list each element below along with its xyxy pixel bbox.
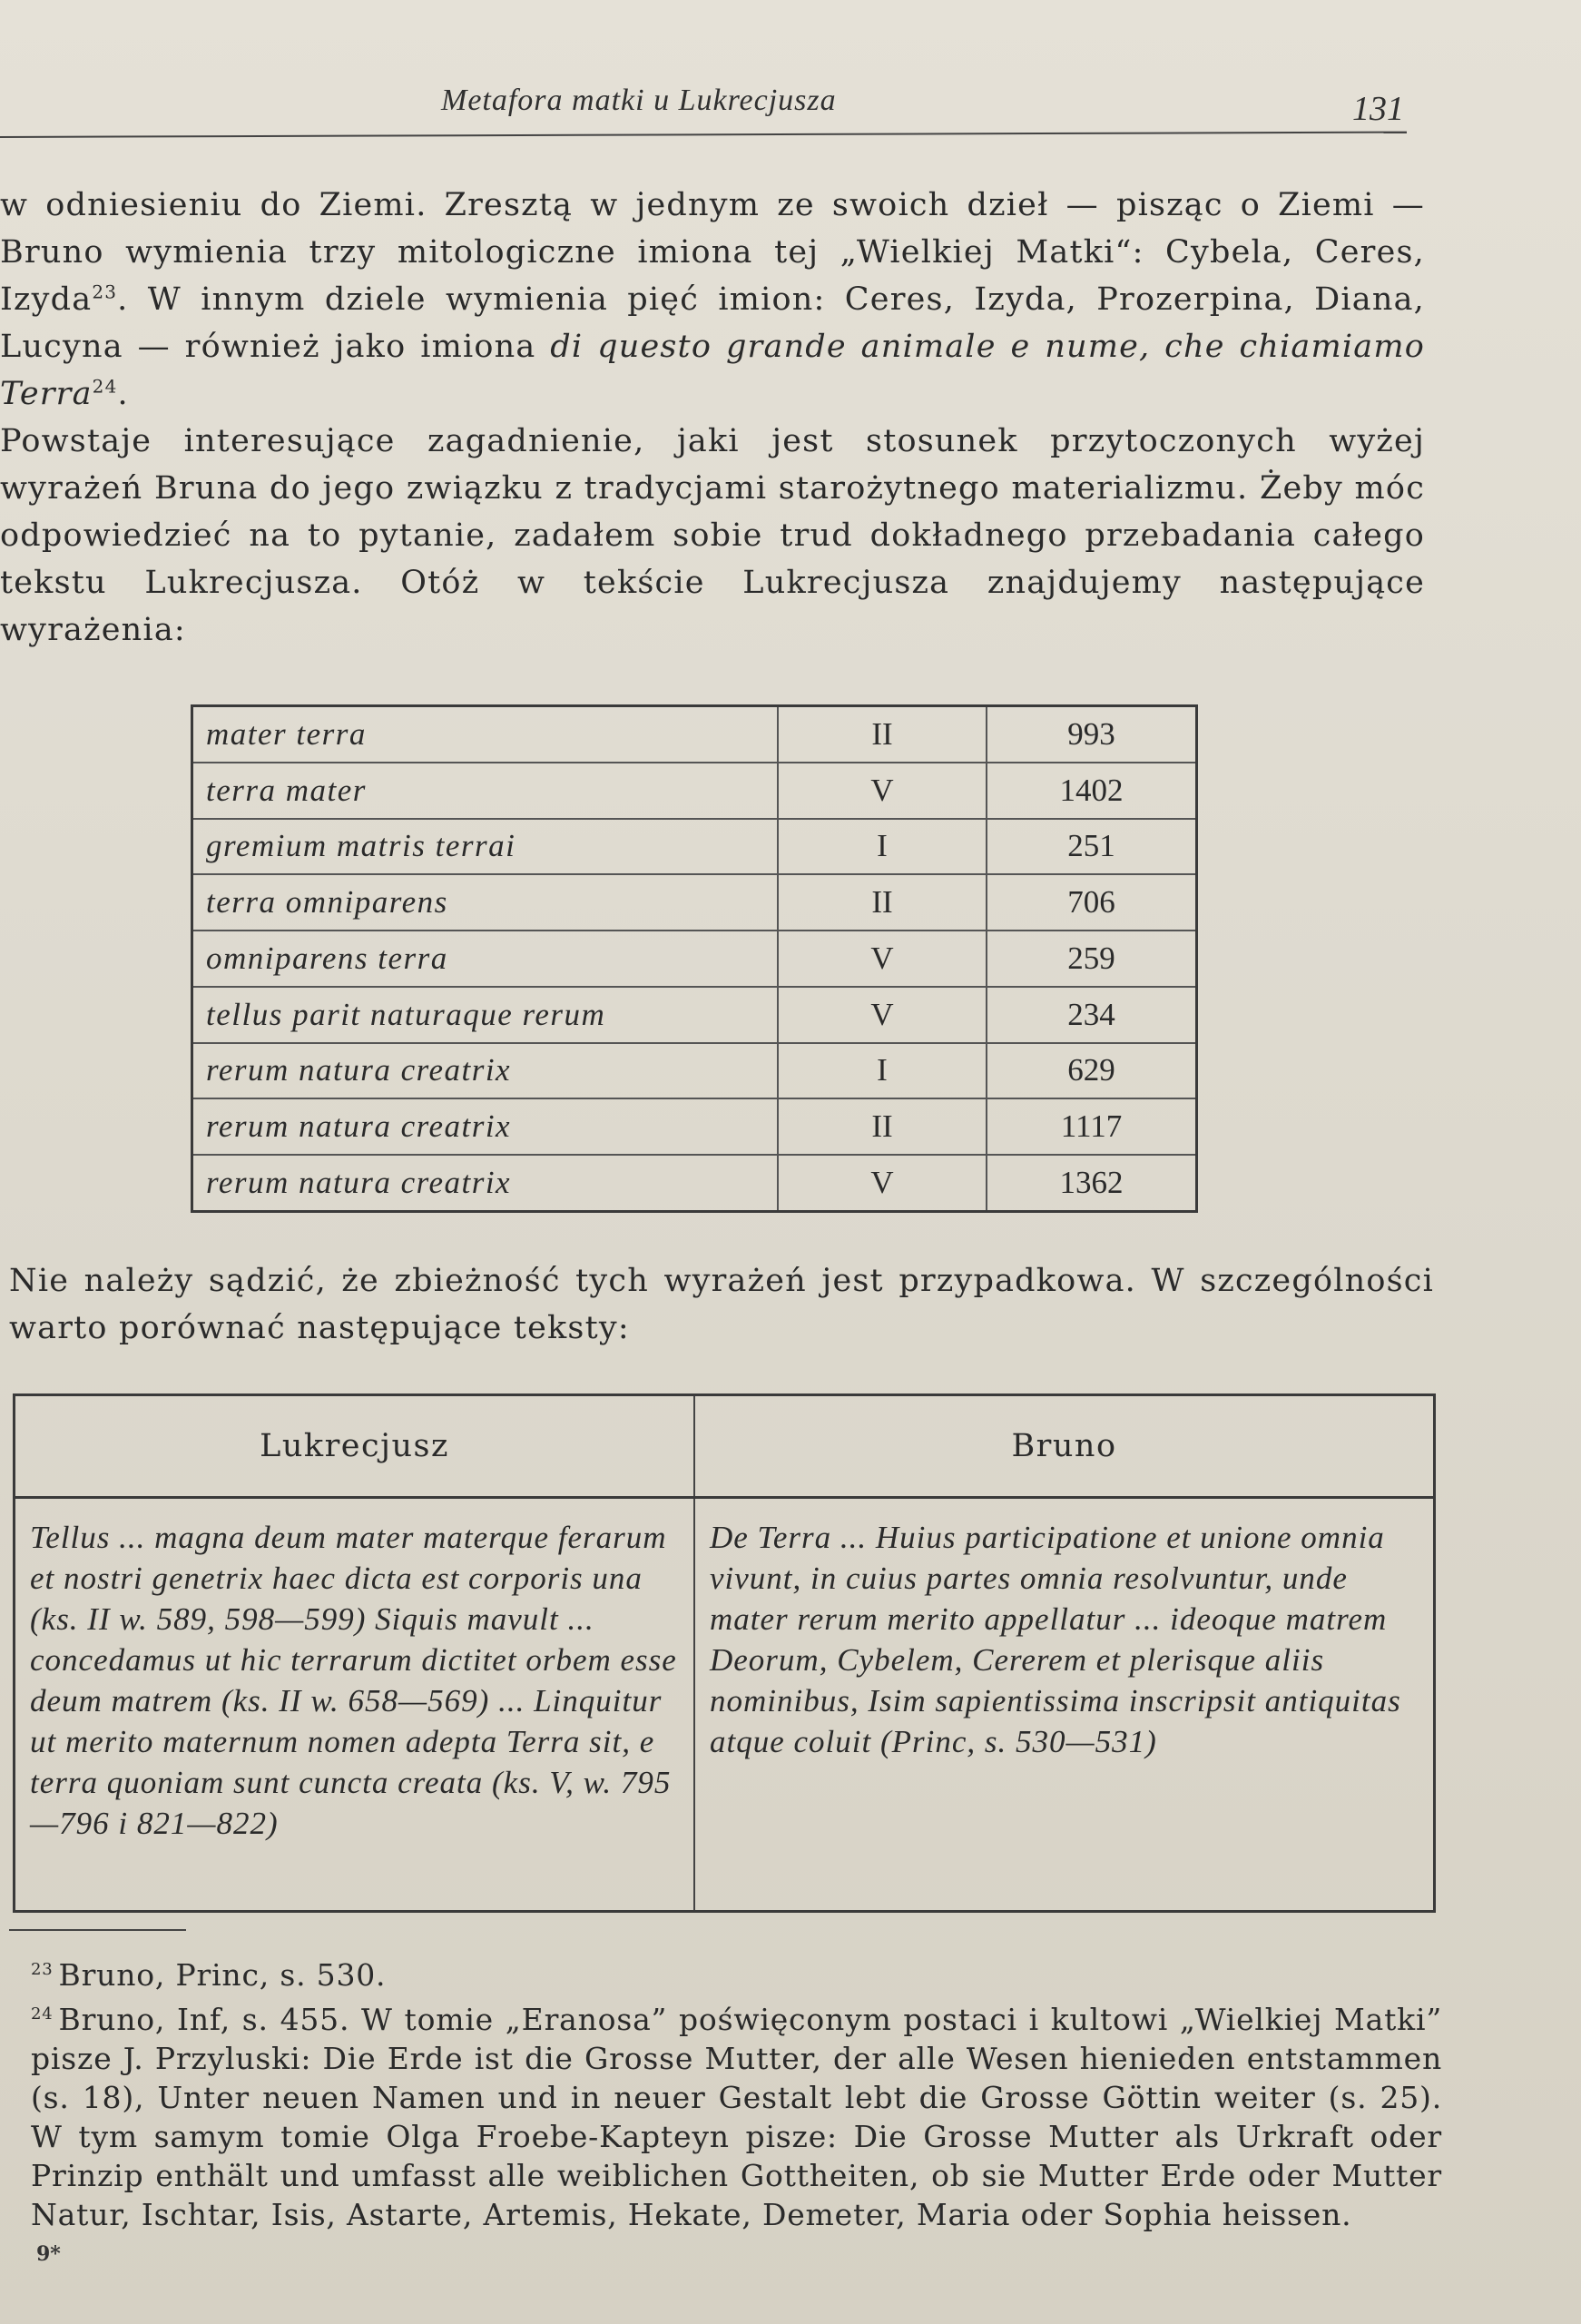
citation-book: II [778,706,987,763]
running-title: Metafora matki u Lukrecjusza [441,84,837,117]
paragraph-2 [0,418,1425,654]
footnote-23-mark: 23 [31,1960,54,1979]
paragraph-3 [9,1257,1434,1352]
paragraph-1 [0,182,1425,418]
citation-book: V [778,987,987,1043]
citation-phrase: rerum natura creatrix [192,1155,779,1211]
citation-verse: 993 [987,706,1197,763]
footnote-23 [31,1950,1442,1994]
citation-phrase: tellus parit naturaque rerum [192,987,779,1043]
citation-phrase: omniparens terra [192,931,779,987]
footnote-24-mark: 24 [31,2004,54,2024]
citation-verse: 1402 [987,763,1197,819]
paragraph-3-text: Nie należy sądzić, że zbieżność tych wyrażeń jest przypadkowa. W szczególności warto porównać następujące teksty: [9,1263,1434,1346]
citation-phrase: rerum natura creatrix [192,1043,779,1099]
paragraph-1-text-b: . W innym dziele wymienia pięć imion: Ceres, Izyda, Prozerpina, Diana, Lucyna — również jako imiona [0,281,1425,365]
comparison-header-lukrecjusz: Lukrecjusz [15,1395,695,1498]
paragraph-2-text: Powstaje interesujące zagadnienie, jaki jest stosunek przytoczonych wyżej wyrażeń Bruna do jego związku z tradycjami starożytnego materializmu. Żeby móc odpowiedzieć na to pytanie, zadałem sobie trud dokładnego przebadania całego tekstu Lukrecjusza. Otóż w tekście Lukrecjusza znajdujemy następujące wyrażenia: [0,423,1425,648]
citation-phrase: mater terra [192,706,779,763]
citation-row [192,931,1197,987]
citation-row [192,987,1197,1043]
header-rule [0,132,1407,138]
citation-phrase: terra mater [192,763,779,819]
paragraph-1-italic-quote: di questo grande animale e nume, che chiamiamo Terra [0,329,1425,412]
paragraph-1-text-c: . [117,376,129,412]
comparison-table [13,1393,1436,1913]
comparison-bruno-text: De Terra ... Huius participatione et unione omnia vivunt, in cuius partes omnia resolvuntur, unde mater rerum merito appellatur ... ideoque matrem Deorum, Cybelem, Cererem et plerisque aliis nominibus, Isim sapientissima inscripsit antiquitas atque coluit (Princ, s. 530—531) [710,1520,1401,1759]
citation-book: I [778,1043,987,1099]
comparison-header-bruno: Bruno [694,1395,1435,1498]
citation-verse: 1117 [987,1098,1197,1155]
footnote-rule [9,1929,186,1931]
footnotes [31,1950,1442,2234]
citation-verse: 259 [987,931,1197,987]
citation-book: II [778,1098,987,1155]
citation-row [192,819,1197,875]
citation-verse: 706 [987,874,1197,931]
footnote-24 [31,1994,1442,2234]
citation-book: V [778,763,987,819]
citation-book: I [778,819,987,875]
footnote-23-text: Bruno, Princ, s. 530. [58,1957,387,1993]
page-number: 131 [1352,90,1404,128]
comparison-lukrecjusz-text: Tellus ... magna deum mater materque ferarum et nostri genetrix haec dicta est corporis una (ks. II w. 589, 598—599) Siquis mavult ... concedamus ut hic terrarum dictitet orbem esse deum matrem (ks. II w. 658—569) ... Linquitur ut merito maternum nomen adepta Terra sit, e terra quoniam sunt cuncta creata (ks. V, w. 795—796 i 821—822) [15,1498,695,1912]
footnote-24-text: Bruno, Inf, s. 455. W tomie „Eranosa” poświęconym postaci i kultowi „Wielkiej Matki” pisze J. Przyluski: Die Erde ist die Grosse Mutter, der alle Wesen hienieden entstammen (s. 18), Unter neuen Namen und in neuer Gestalt lebt die Grosse Göttin weiter (s. 25). W tym samym tomie Olga Froebe-Kapteyn pisze: Die Grosse Mutter als Urkraft oder Prinzip enthält und umfasst alle weiblichen Gottheiten, ob sie Mutter Erde oder Mutter Natur, Ischtar, Isis, Astarte, Artemis, Hekate, Demeter, Maria oder Sophia heissen. [31,2002,1442,2232]
citation-verse: 251 [987,819,1197,875]
citation-row [192,1043,1197,1099]
footnote-ref-24: 24 [92,375,118,398]
citation-verse: 629 [987,1043,1197,1099]
citation-book: II [778,874,987,931]
citation-row [192,706,1197,763]
footnote-ref-23: 23 [92,281,118,303]
citation-book: V [778,1155,987,1211]
citation-verse: 1362 [987,1155,1197,1211]
paragraph-1-text-a: w odniesieniu do Ziemi. Zresztą w jednym ze swoich dzieł — pisząc o Ziemi — Bruno wymienia trzy mitologiczne imiona tej „Wielkiej Matki“: Cybela, Ceres, Izyda [0,187,1425,318]
citation-row [192,763,1197,819]
citation-row [192,1155,1197,1211]
printer-signature: 9* [36,2242,61,2266]
citation-book: V [778,931,987,987]
citation-phrase: terra omniparens [192,874,779,931]
citation-row [192,1098,1197,1155]
citation-phrase: gremium matris terrai [192,819,779,875]
citation-phrase: rerum natura creatrix [192,1098,779,1155]
citation-verse: 234 [987,987,1197,1043]
citation-row [192,874,1197,931]
citations-table [191,704,1198,1213]
